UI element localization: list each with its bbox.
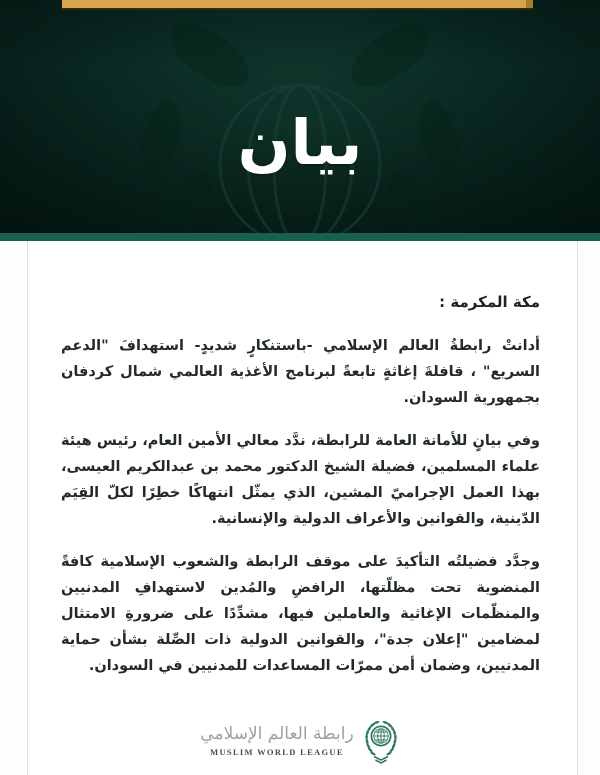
statement-paragraph-1: أدانتْ رابطةُ العالم الإسلامي -باستنكارٍ شديدٍ- استهدافَ "الدعم السريع" ، قافلةَ إغاثةٍ تابعةً لبرنامج الأغذية العالمي شمال كردفان بجمهورية السودان. bbox=[61, 338, 540, 406]
mwl-emblem-icon bbox=[361, 717, 401, 765]
mwl-logo bbox=[61, 717, 540, 765]
statement-body bbox=[61, 333, 540, 679]
statement-paragraph-2: وفي بيانٍ للأمانة العامة للرابطة، ندَّد معالي الأمين العام، رئيس هيئة علماء المسلمين، فضيلة الشيخ الدكتور محمد بن عبدالكريم العيسى، بهذا العمل الإجراميّ المشين، الذي يمثّل انتهاكًا خطِرًا لكلّ القِيَم الدّينية، والقوانين والأعراف الدولية والإنسانية. bbox=[61, 433, 540, 527]
location-heading: مكة المكرمة : bbox=[439, 293, 540, 311]
mwl-arabic-name: رابطة العالم الإسلامي bbox=[200, 723, 354, 744]
statement-card bbox=[27, 241, 578, 775]
statement-title: بيان bbox=[237, 106, 363, 179]
mwl-english-name: MUSLIM WORLD LEAGUE bbox=[210, 747, 344, 758]
teal-divider-strip bbox=[0, 233, 600, 241]
mwl-logo-text bbox=[200, 725, 353, 758]
statement-header bbox=[0, 0, 600, 233]
statement-paragraph-3: وجدَّد فضيلتُه التأكيدَ على موقف الرابطة والشعوب الإسلامية كافةً المنضوية تحت مظلّتها، الرافضِ والمُدين لاستهدافِ المدنيين والمنظّمات الإغاثية والعاملين فيها، مشدِّدًا على ضرورةِ الامتثال لمضامين "إعلان جدة"، والقوانين الدولية ذات الصِّلة بشأن حماية المدنيين، وضمان أمن ممرّات المساعدات للمدنيين في السودان. bbox=[61, 554, 540, 674]
gold-accent-bar bbox=[62, 0, 533, 8]
